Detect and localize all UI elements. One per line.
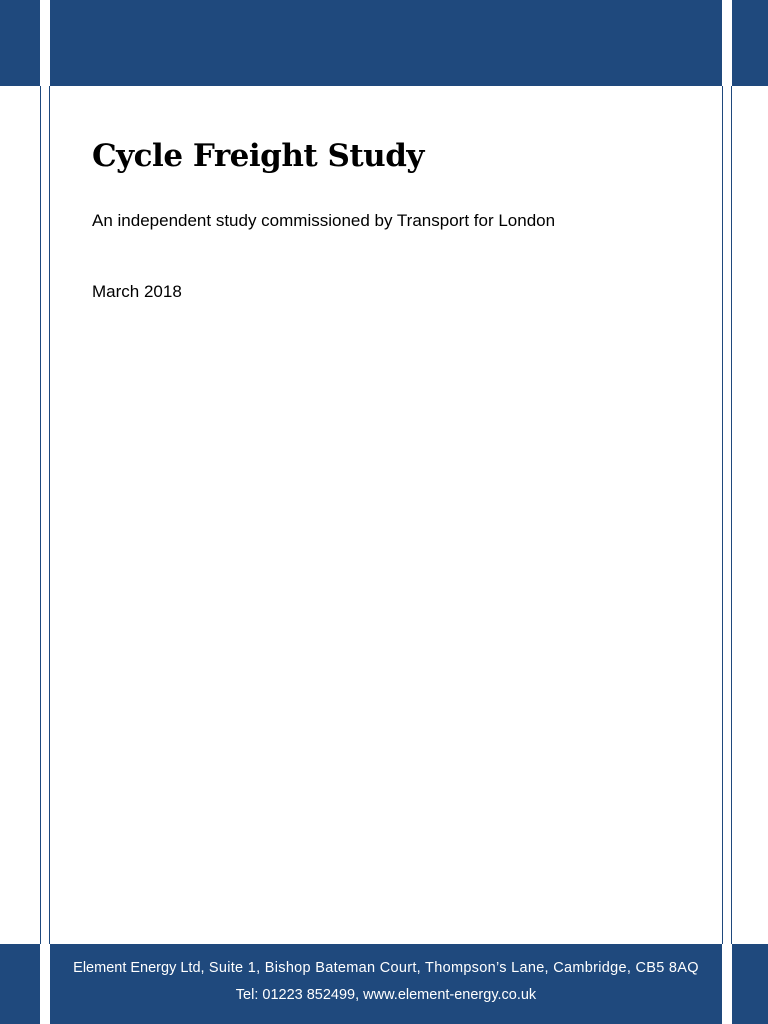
right-border-line-inner	[722, 86, 723, 944]
header-band	[0, 0, 768, 86]
document-title: Cycle Freight Study	[92, 138, 424, 174]
document-subtitle: An independent study commissioned by Transport for London	[92, 211, 556, 230]
left-border-line-outer	[40, 86, 41, 944]
right-border-line-outer	[731, 86, 732, 944]
footer-company: Element Energy Ltd,	[73, 960, 205, 976]
footer-address-line	[50, 960, 722, 976]
footer-contact-line: Tel: 01223 852499, www.element-energy.co.uk	[235, 987, 537, 1003]
footer-address: Suite 1, Bishop Bateman Court, Thompson’s Lane, Cambridge, CB5 8AQ	[204, 960, 699, 976]
footer-band	[0, 944, 768, 1024]
document-date: March 2018	[92, 282, 182, 301]
